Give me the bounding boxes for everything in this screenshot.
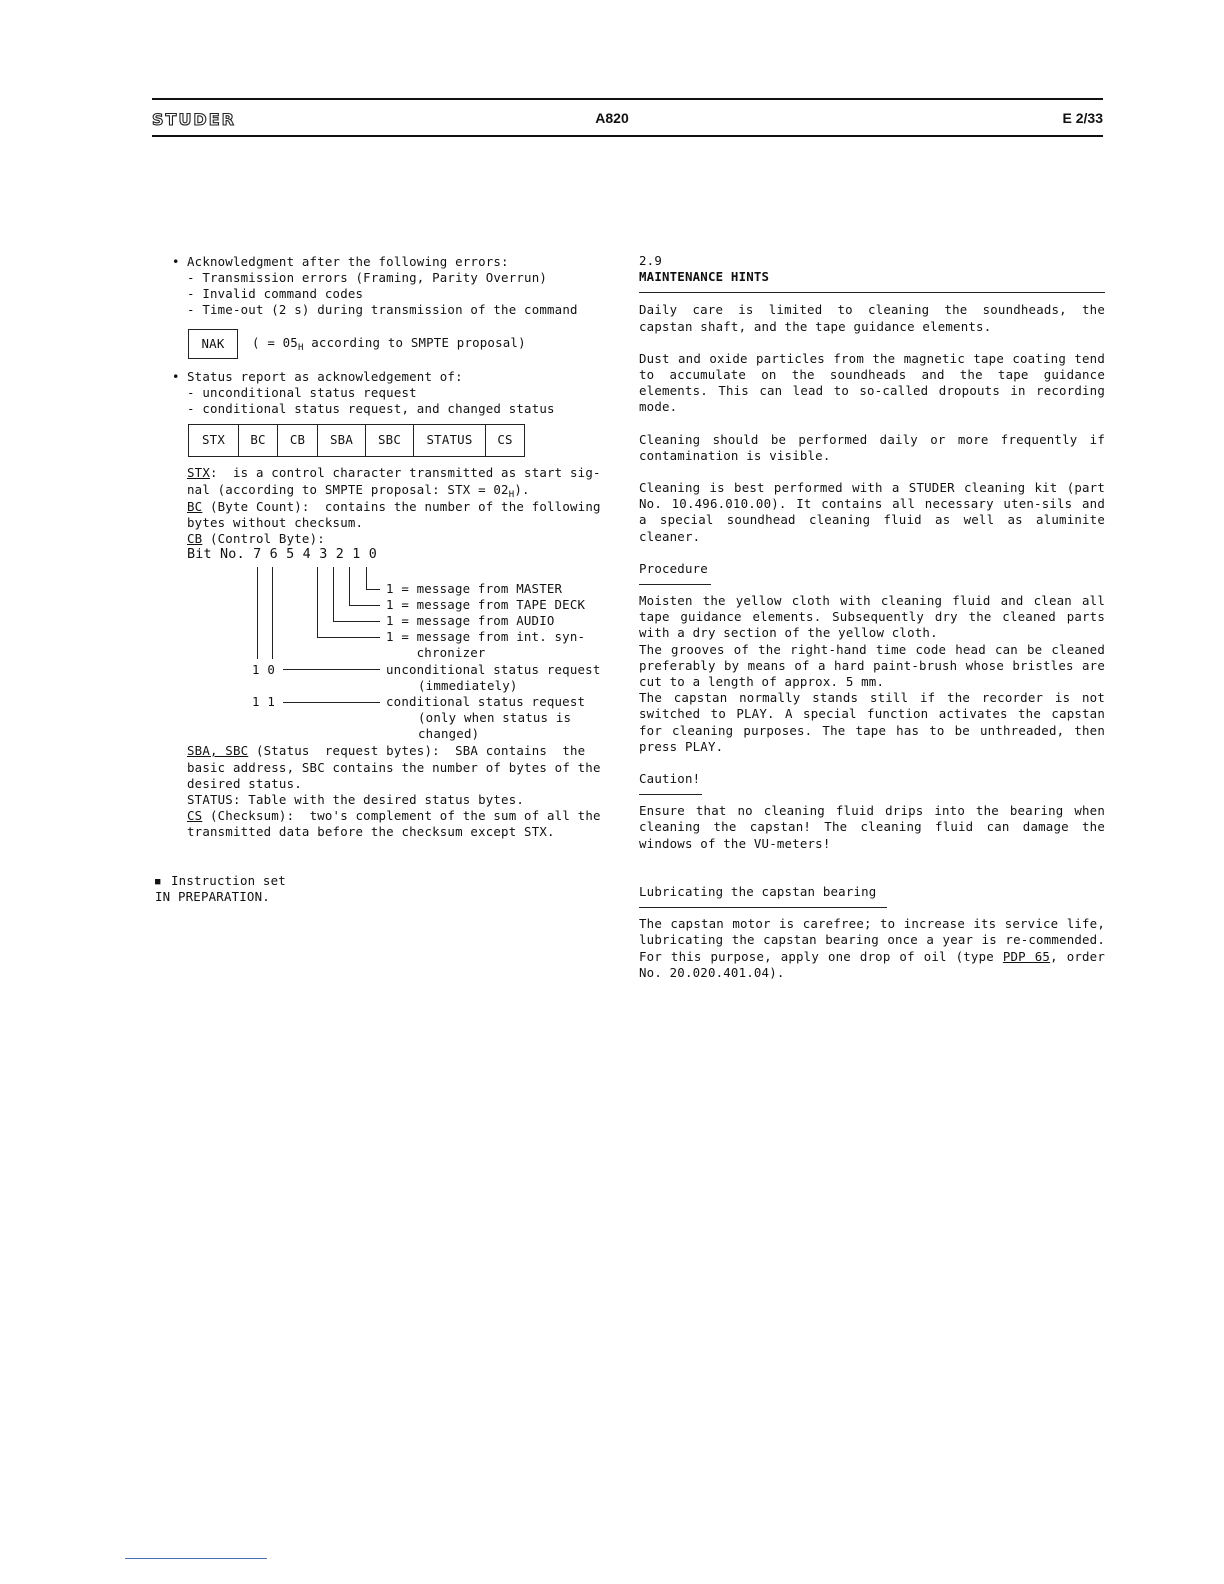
bc-definition — [187, 499, 601, 515]
nak-desc-post: according to SMPTE proposal) — [303, 335, 526, 350]
conditional-request: conditional status request — [386, 694, 586, 709]
bullet-icon: • — [172, 254, 180, 269]
frame-field-cs — [485, 424, 525, 457]
paragraph-cleaning-kit: Cleaning is best performed with a STUDER cleaning kit (part No. 10.496.010.00). It contains all necessary uten-sils and a special soundhead cleaning fluid as well as aluminite cleaner. — [639, 480, 1105, 544]
caution-rule — [639, 794, 702, 795]
frame-field-label: STX — [202, 432, 225, 448]
page-number: E 2/33 — [1062, 110, 1103, 126]
model-name: A820 — [595, 110, 629, 126]
frame-field-status — [413, 424, 486, 457]
cs-definition-line2: transmitted data before the checksum except STX. — [187, 824, 555, 839]
status-item: - conditional status request, and changed status — [187, 401, 555, 416]
stx-text: nal (according to SMPTE proposal: STX = 02 — [187, 482, 509, 497]
bit-definition: 1 = message from AUDIO — [386, 613, 555, 628]
sba-text: (Status request bytes): SBA contains the — [248, 743, 586, 758]
nak-desc-sub: H — [297, 343, 304, 353]
bits-11: 1 1 — [252, 694, 275, 709]
bit6-line — [272, 567, 273, 659]
footnote-rule — [125, 1558, 267, 1559]
bit-numbers: Bit No. 7 6 5 4 3 2 1 0 — [187, 547, 378, 562]
nak-desc-pre: ( = 05 — [252, 335, 298, 350]
sba-definition-line2: basic address, SBC contains the number of bytes of the — [187, 760, 601, 775]
lubricating-text: , order No. 20.020.401.04). — [639, 948, 1105, 980]
paragraph-lubricating — [639, 916, 1105, 981]
sba-definition — [187, 743, 585, 759]
caution-heading: Caution! — [639, 771, 701, 787]
nak-description — [252, 335, 526, 356]
bit3-leader — [317, 637, 380, 638]
paragraph-grooves: The grooves of the right-hand time code head can be cleaned preferably by means of a hard paint-brush whose bristles are cut to a length of approx. 5 mm. — [639, 641, 1105, 690]
frame-field-label: CB — [289, 432, 306, 448]
frame-field-bc — [238, 424, 278, 457]
bit2-line — [333, 567, 334, 621]
cs-definition — [187, 808, 601, 824]
instruction-set-status: IN PREPARATION. — [155, 889, 270, 904]
bc-definition-line2: bytes without checksum. — [187, 515, 364, 530]
bc-text: (Byte Count): contains the number of the following — [202, 499, 601, 514]
bit1-line — [349, 567, 350, 605]
conditional-request: changed) — [418, 726, 480, 741]
bit2-leader — [333, 621, 380, 622]
bit0-leader — [366, 589, 380, 590]
header-top-rule — [152, 98, 1103, 100]
status-intro: Status report as acknowledgement of: — [187, 369, 463, 384]
header-bottom-rule — [152, 135, 1103, 137]
frame-field-stx — [188, 424, 239, 457]
frame-field-label: STATUS — [426, 432, 473, 448]
ack-item: - Time-out (2 s) during transmission of the command — [187, 302, 578, 317]
unconditional-request: (immediately) — [418, 678, 518, 693]
cs-term: CS — [187, 808, 203, 823]
paragraph-dust: Dust and oxide particles from the magnetic tape coating tend to accumulate on the soundheads and the tape guidance elements. This can lead to so-called dropouts in recording mode. — [639, 350, 1105, 415]
right-column — [639, 253, 1105, 997]
bit7-line — [257, 567, 258, 659]
frame-field-sba — [317, 424, 366, 457]
bits11-leader — [283, 702, 380, 703]
unconditional-request: unconditional status request — [386, 662, 601, 677]
bits-10: 1 0 — [252, 662, 275, 677]
frame-field-cb — [277, 424, 318, 457]
paragraph-caution: Ensure that no cleaning fluid drips into the bearing when cleaning the capstan! The cleaning fluid can damage the windows of the VU-meters! — [639, 803, 1105, 851]
bit-definition: 1 = message from int. syn- — [386, 629, 586, 644]
frame-field-sbc — [365, 424, 414, 457]
nak-box — [188, 329, 238, 359]
cs-text: (Checksum): two's complement of the sum of all the — [202, 808, 601, 823]
bullet-icon: • — [172, 369, 180, 384]
stx-text: ). — [514, 482, 530, 497]
frame-field-label: BC — [250, 432, 266, 448]
cb-definition — [187, 531, 325, 547]
bit0-line — [366, 567, 367, 589]
status-item: - unconditional status request — [187, 385, 417, 400]
brand-logo: STUDER — [152, 110, 236, 129]
cb-term: CB — [187, 531, 203, 546]
square-bullet-icon: ■ — [155, 877, 161, 887]
paragraph-capstan-still: The capstan normally stands still if the recorder is not switched to PLAY. A special function activates the capstan for cleaning purposes. The tape has to be unthreaded, then press PLAY. — [639, 690, 1105, 754]
section-number: 2.9 — [639, 253, 662, 268]
paragraph-daily-care: Daily care is limited to cleaning the soundheads, the capstan shaft, and the tape guidance elements. — [639, 302, 1105, 334]
conditional-request: (only when status is — [418, 710, 572, 725]
ack-intro: Acknowledgment after the following errors: — [187, 254, 509, 269]
lubricating-text: The capstan motor is carefree; to increase its service life, lubricating the capstan bearing once a year is re-commended. For this purpose, apply one drop of oil (type — [639, 916, 1105, 964]
paragraph-cleaning-frequency: Cleaning should be performed daily or more frequently if contamination is visible. — [639, 431, 1105, 463]
nak-label: NAK — [201, 335, 225, 351]
ack-item: - Transmission errors (Framing, Parity Overrun) — [187, 270, 548, 285]
frame-field-label: SBA — [330, 432, 353, 448]
stx-term: STX — [187, 465, 210, 480]
oil-type: PDP 65 — [1002, 948, 1051, 964]
instruction-set-title: Instruction set — [171, 873, 286, 888]
lubricating-heading: Lubricating the capstan bearing — [639, 883, 877, 899]
sba-definition-line3: desired status. — [187, 776, 302, 791]
bits10-leader — [283, 669, 380, 670]
section-rule — [639, 292, 1105, 293]
bc-term: BC — [187, 499, 203, 514]
frame-field-label: SBC — [378, 432, 401, 448]
bit-definition: 1 = message from MASTER — [386, 581, 563, 596]
sba-term: SBA, SBC — [187, 743, 249, 758]
procedure-heading: Procedure — [639, 560, 708, 576]
section-title: MAINTENANCE HINTS — [639, 269, 770, 285]
stx-sub: H — [508, 490, 515, 500]
ack-item: - Invalid command codes — [187, 286, 364, 301]
frame-field-label: CS — [497, 432, 513, 448]
bit-definition: chronizer — [386, 645, 486, 660]
lubricating-rule — [639, 907, 887, 908]
bit-definition: 1 = message from TAPE DECK — [386, 597, 586, 612]
stx-text: : is a control character transmitted as start sig- — [209, 465, 601, 480]
bit1-leader — [349, 605, 380, 606]
cb-text: (Control Byte): — [202, 531, 325, 546]
status-definition: STATUS: Table with the desired status bytes. — [187, 792, 525, 807]
procedure-rule — [639, 584, 711, 585]
bit3-line — [317, 567, 318, 637]
paragraph-moisten: Moisten the yellow cloth with cleaning fluid and clean all tape guidance elements. Subsequently dry the cleaned parts with a dry section of the yellow cloth. — [639, 593, 1105, 641]
stx-definition — [187, 465, 601, 481]
